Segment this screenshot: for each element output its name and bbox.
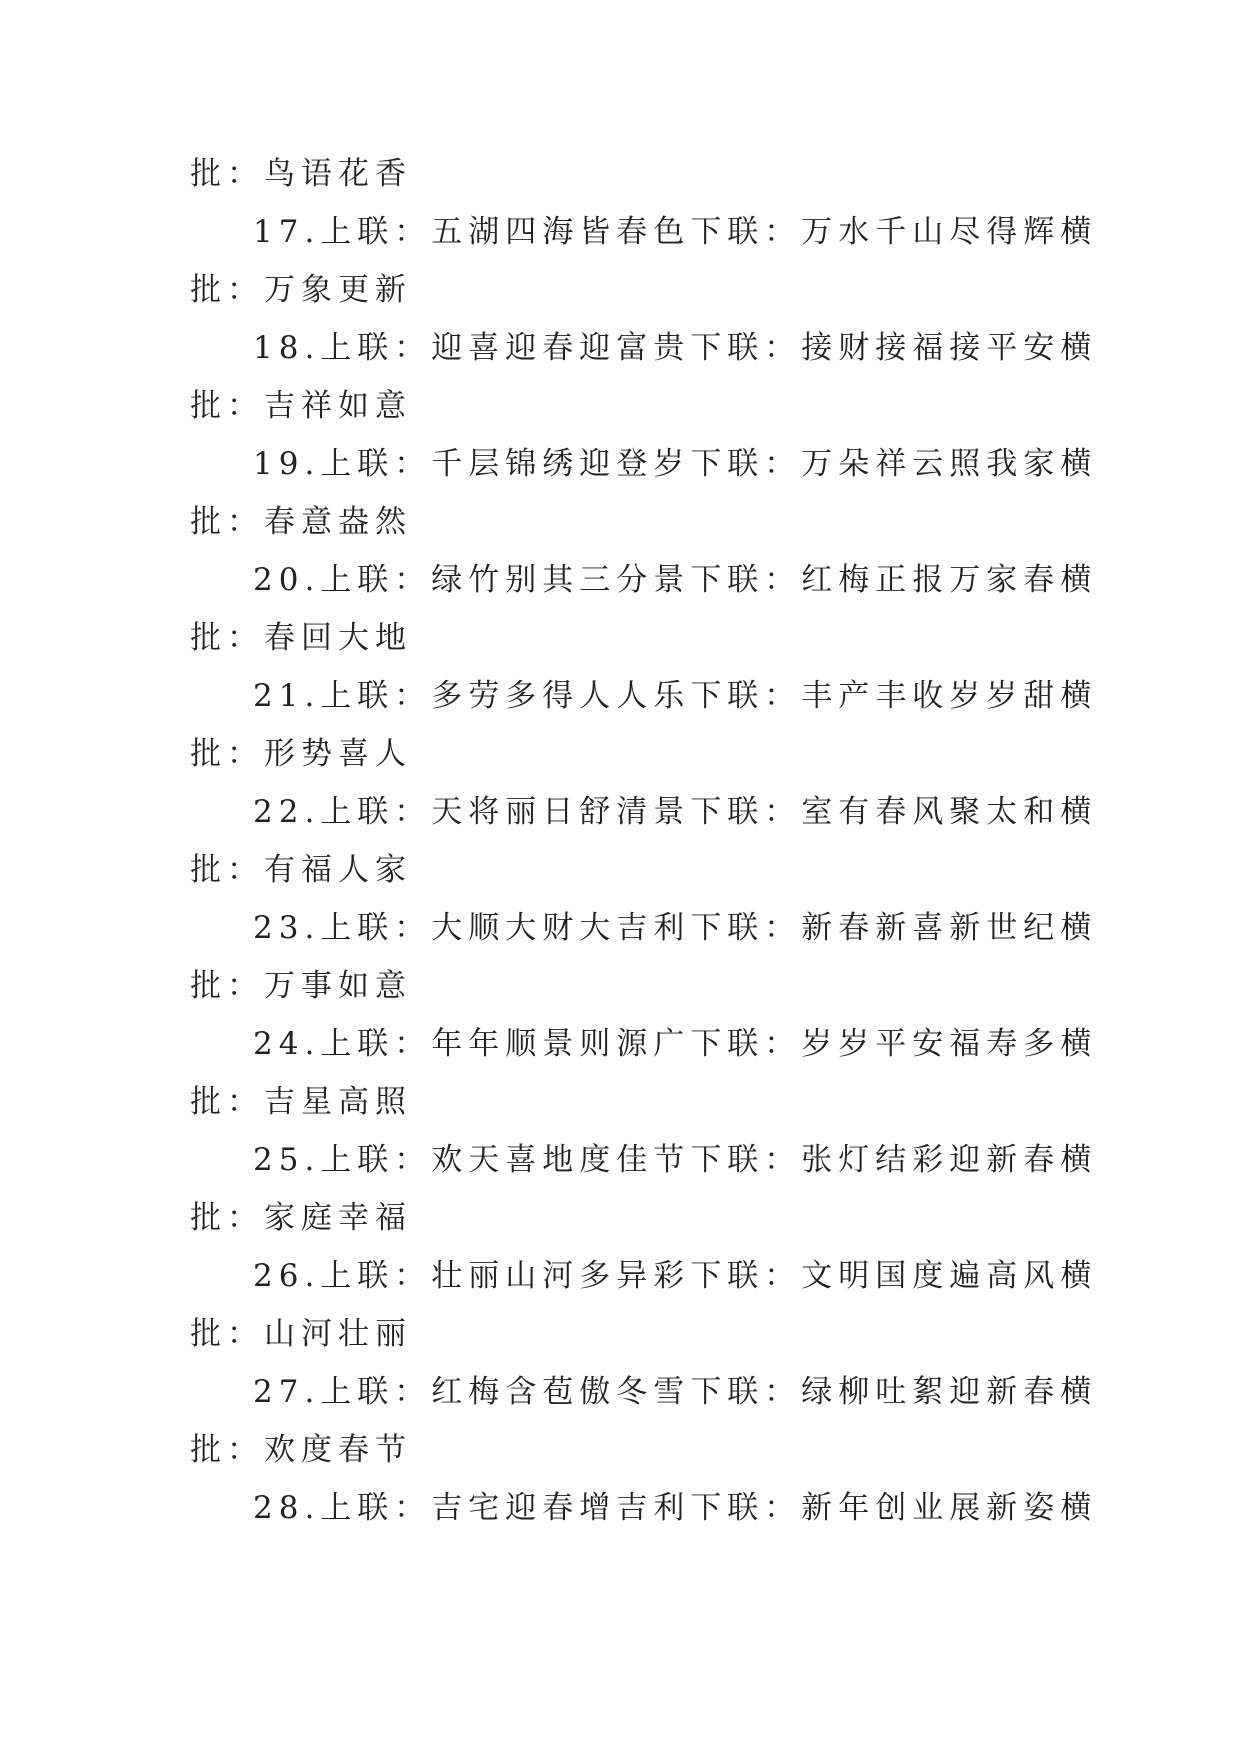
continuation-line [190, 388, 1050, 446]
upper-couplet: 上联：多劳多得人人乐 [320, 678, 691, 714]
heng-pi-text: 批：形势喜人 [190, 736, 412, 772]
heng-pi-text: 批：鸟语花香 [190, 156, 412, 192]
continuation-line [190, 1316, 1050, 1374]
heng-label: 横 [1060, 1490, 1098, 1526]
couplet-entry [190, 794, 1098, 852]
couplet-entry [190, 446, 1098, 504]
upper-couplet: 上联：年年顺景则源广 [320, 1026, 691, 1062]
entry-number: 24. [253, 1026, 321, 1062]
entry-number: 17. [253, 214, 321, 250]
lower-couplet: 下联：红梅正报万家春 [690, 562, 1061, 598]
heng-pi-text: 批：吉星高照 [190, 1084, 412, 1120]
continuation-line [190, 156, 1050, 214]
heng-label: 横 [1060, 330, 1098, 366]
entry-number: 28. [253, 1490, 321, 1526]
entry-number: 21. [253, 678, 321, 714]
entry-number: 20. [253, 562, 321, 598]
couplet-entry [190, 1026, 1098, 1084]
continuation-line [190, 504, 1050, 562]
heng-label: 横 [1060, 794, 1098, 830]
heng-pi-text: 批：万事如意 [190, 968, 412, 1004]
heng-pi-text: 批：春意盎然 [190, 504, 412, 540]
couplet-entry [190, 562, 1098, 620]
couplet-entry [190, 1258, 1098, 1316]
heng-pi-text: 批：家庭幸福 [190, 1200, 412, 1236]
lower-couplet: 下联：室有春风聚太和 [690, 794, 1061, 830]
couplet-entry [190, 1142, 1098, 1200]
upper-couplet: 上联：壮丽山河多异彩 [320, 1258, 691, 1294]
continuation-line [190, 1432, 1050, 1490]
entry-number: 25. [253, 1142, 321, 1178]
couplet-entry [190, 1490, 1098, 1548]
upper-couplet: 上联：迎喜迎春迎富贵 [320, 330, 691, 366]
couplet-entry [190, 330, 1098, 388]
lower-couplet: 下联：文明国度遍高风 [690, 1258, 1061, 1294]
upper-couplet: 上联：天将丽日舒清景 [320, 794, 691, 830]
continuation-line [190, 272, 1050, 330]
upper-couplet: 上联：大顺大财大吉利 [320, 910, 691, 946]
heng-label: 横 [1060, 562, 1098, 598]
upper-couplet: 上联：红梅含苞傲冬雪 [320, 1374, 691, 1410]
continuation-line [190, 620, 1050, 678]
entry-number: 23. [253, 910, 321, 946]
continuation-line [190, 968, 1050, 1026]
heng-pi-text: 批：春回大地 [190, 620, 412, 656]
couplet-entry [190, 1374, 1098, 1432]
document-body [190, 156, 1098, 1548]
heng-pi-text: 批：山河壮丽 [190, 1316, 412, 1352]
lower-couplet: 下联：万朵祥云照我家 [690, 446, 1061, 482]
continuation-line [190, 852, 1050, 910]
entry-number: 22. [253, 794, 321, 830]
couplet-entry [190, 678, 1098, 736]
entry-number: 27. [253, 1374, 321, 1410]
upper-couplet: 上联：吉宅迎春增吉利 [320, 1490, 691, 1526]
heng-label: 横 [1060, 1026, 1098, 1062]
lower-couplet: 下联：万水千山尽得辉 [690, 214, 1061, 250]
lower-couplet: 下联：绿柳吐絮迎新春 [690, 1374, 1061, 1410]
upper-couplet: 上联：千层锦绣迎登岁 [320, 446, 691, 482]
heng-label: 横 [1060, 446, 1098, 482]
continuation-line [190, 736, 1050, 794]
lower-couplet: 下联：丰产丰收岁岁甜 [690, 678, 1061, 714]
entry-number: 26. [253, 1258, 321, 1294]
continuation-line [190, 1084, 1050, 1142]
continuation-line [190, 1200, 1050, 1258]
heng-label: 横 [1060, 1142, 1098, 1178]
heng-label: 横 [1060, 1258, 1098, 1294]
heng-pi-text: 批：万象更新 [190, 272, 412, 308]
couplet-list [190, 214, 1098, 1548]
entry-number: 19. [253, 446, 321, 482]
heng-label: 横 [1060, 910, 1098, 946]
heng-pi-text: 批：欢度春节 [190, 1432, 412, 1468]
entry-number: 18. [253, 330, 321, 366]
lower-couplet: 下联：接财接福接平安 [690, 330, 1061, 366]
upper-couplet: 上联：欢天喜地度佳节 [320, 1142, 691, 1178]
upper-couplet: 上联：五湖四海皆春色 [320, 214, 691, 250]
heng-label: 横 [1060, 1374, 1098, 1410]
heng-label: 横 [1060, 214, 1098, 250]
lower-couplet: 下联：新年创业展新姿 [690, 1490, 1061, 1526]
lower-couplet: 下联：岁岁平安福寿多 [690, 1026, 1061, 1062]
heng-pi-text: 批：吉祥如意 [190, 388, 412, 424]
lower-couplet: 下联：张灯结彩迎新春 [690, 1142, 1061, 1178]
lower-couplet: 下联：新春新喜新世纪 [690, 910, 1061, 946]
couplet-entry [190, 214, 1098, 272]
upper-couplet: 上联：绿竹别其三分景 [320, 562, 691, 598]
heng-pi-text: 批：有福人家 [190, 852, 412, 888]
couplet-entry [190, 910, 1098, 968]
heng-label: 横 [1060, 678, 1098, 714]
